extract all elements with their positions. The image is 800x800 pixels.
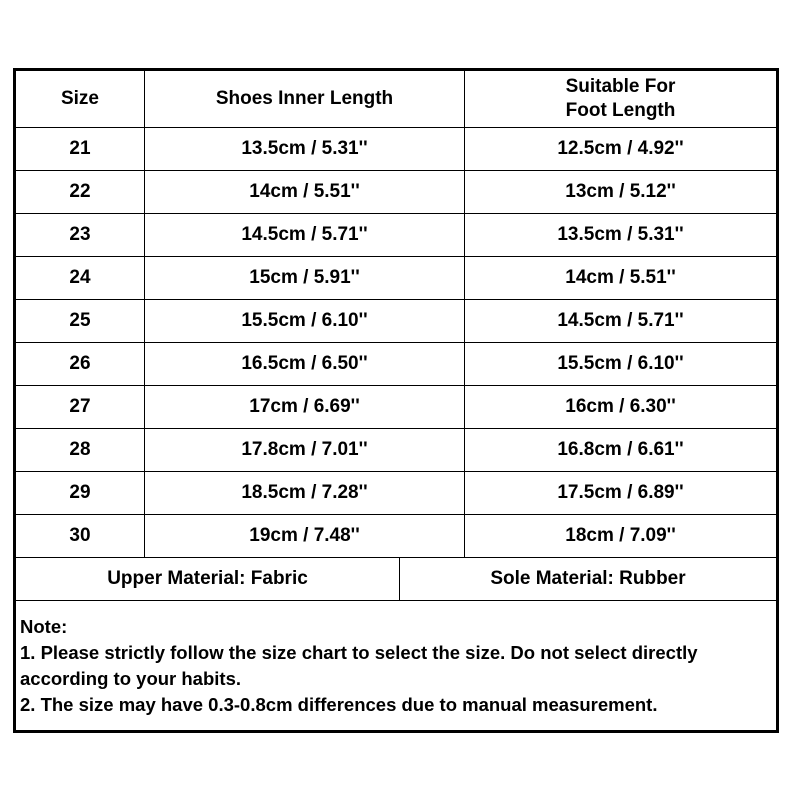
cell-size: 30 <box>16 515 145 558</box>
size-table <box>16 71 776 558</box>
cell-inner-length: 13.5cm / 5.31'' <box>145 128 465 171</box>
cell-foot-length: 12.5cm / 4.92'' <box>465 128 777 171</box>
cell-inner-length: 19cm / 7.48'' <box>145 515 465 558</box>
cell-size: 28 <box>16 429 145 472</box>
cell-inner-length: 14.5cm / 5.71'' <box>145 214 465 257</box>
cell-foot-length: 14cm / 5.51'' <box>465 257 777 300</box>
cell-size: 23 <box>16 214 145 257</box>
notes-title: Note: <box>20 616 68 637</box>
table-row <box>16 429 776 472</box>
table-row <box>16 214 776 257</box>
cell-size: 27 <box>16 386 145 429</box>
table-row <box>16 386 776 429</box>
cell-foot-length: 16.8cm / 6.61'' <box>465 429 777 472</box>
cell-foot-length: 15.5cm / 6.10'' <box>465 343 777 386</box>
cell-inner-length: 14cm / 5.51'' <box>145 171 465 214</box>
upper-material: Upper Material: Fabric <box>16 558 400 600</box>
materials-row <box>16 558 776 601</box>
cell-inner-length: 15.5cm / 6.10'' <box>145 300 465 343</box>
table-row <box>16 472 776 515</box>
sole-material: Sole Material: Rubber <box>490 568 686 589</box>
cell-size: 22 <box>16 171 145 214</box>
header-size: Size <box>16 71 145 128</box>
table-row <box>16 171 776 214</box>
table-header-row <box>16 71 776 128</box>
cell-foot-length: 13.5cm / 5.31'' <box>465 214 777 257</box>
cell-inner-length: 16.5cm / 6.50'' <box>145 343 465 386</box>
table-row <box>16 300 776 343</box>
cell-foot-length: 16cm / 6.30'' <box>465 386 777 429</box>
cell-inner-length: 17cm / 6.69'' <box>145 386 465 429</box>
header-foot-length <box>465 71 777 128</box>
notes-section <box>16 601 776 730</box>
header-inner-length: Shoes Inner Length <box>145 71 465 128</box>
cell-size: 24 <box>16 257 145 300</box>
table-row <box>16 128 776 171</box>
table-row <box>16 343 776 386</box>
size-chart <box>13 68 779 733</box>
cell-inner-length: 18.5cm / 7.28'' <box>145 472 465 515</box>
cell-foot-length: 18cm / 7.09'' <box>465 515 777 558</box>
cell-inner-length: 17.8cm / 7.01'' <box>145 429 465 472</box>
header-foot-length-line2: Foot Length <box>565 100 676 121</box>
note-line-1: 1. Please strictly follow the size chart to select the size. Do not select directly according to your habits. <box>20 642 698 689</box>
table-row <box>16 257 776 300</box>
cell-size: 26 <box>16 343 145 386</box>
cell-foot-length: 13cm / 5.12'' <box>465 171 777 214</box>
cell-foot-length: 14.5cm / 5.71'' <box>465 300 777 343</box>
cell-size: 29 <box>16 472 145 515</box>
table-row <box>16 515 776 558</box>
note-line-2: 2. The size may have 0.3-0.8cm differences due to manual measurement. <box>20 694 658 715</box>
cell-foot-length: 17.5cm / 6.89'' <box>465 472 777 515</box>
cell-size: 25 <box>16 300 145 343</box>
cell-size: 21 <box>16 128 145 171</box>
cell-inner-length: 15cm / 5.91'' <box>145 257 465 300</box>
header-foot-length-line1: Suitable For <box>565 76 676 97</box>
